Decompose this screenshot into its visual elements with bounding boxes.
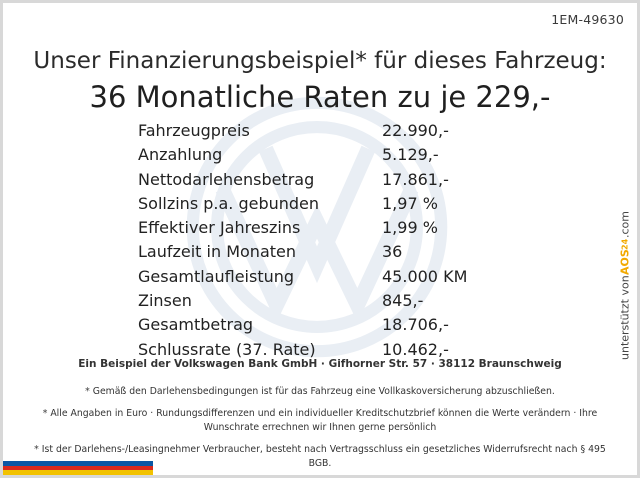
row-label: Nettodarlehensbetrag (138, 169, 315, 189)
row-value: 22.990,- (382, 121, 449, 140)
table-row (138, 291, 518, 315)
row-value: 10.462,- (382, 339, 449, 359)
table-row (138, 170, 518, 194)
row-value: 18.706,- (382, 315, 449, 335)
row-label: Gesamtlaufleistung (138, 266, 295, 286)
headline-secondary: 36 Monatliche Raten zu je 229,- (89, 80, 551, 114)
legal-note: * Ist der Darlehens-/Leasingnehmer Verbraucher, besteht nach Vertragsschluss ein gesetzliches Widerrufsrecht nach § 495 BGB. (34, 444, 606, 469)
headline-primary: Unser Finanzierungsbeispiel* für dieses Fahrzeug: (33, 48, 607, 74)
bank-address-line: Ein Beispiel der Volkswagen Bank GmbH · Gifhorner Str. 57 · 38112 Braunschweig (78, 358, 562, 370)
legal-note: * Gemäß den Darlehensbedingungen ist für das Fahrzeug eine Vollkaskoversicherung abzuschließen. (85, 386, 555, 397)
row-value: 1,97 % (382, 193, 438, 213)
row-label: Fahrzeugpreis (138, 121, 250, 140)
row-label: Laufzeit in Monaten (138, 242, 297, 262)
aos-brand-number: 24 (620, 238, 630, 250)
row-label: Gesamtbetrag (138, 315, 254, 335)
supported-by-vertical-text (616, 170, 634, 360)
aos-brand: AOS (618, 249, 632, 276)
row-value: 45.000 KM (382, 266, 468, 286)
row-label: Sollzins p.a. gebunden (138, 193, 320, 213)
row-label: Schlussrate (37. Rate) (138, 339, 316, 359)
finance-table (138, 121, 518, 364)
table-row (138, 194, 518, 218)
document-code: 1EM-49630 (551, 12, 624, 27)
color-bars (3, 461, 153, 475)
aos-brand-suffix: .com (618, 211, 632, 239)
row-value: 5.129,- (382, 145, 439, 165)
table-row (138, 121, 518, 145)
legal-notes (24, 385, 616, 471)
table-row (138, 242, 518, 266)
row-value: 36 (382, 242, 403, 262)
frame-border-top (0, 0, 640, 3)
row-label: Effektiver Jahreszins (138, 218, 301, 238)
row-value: 1,99 % (382, 218, 438, 238)
table-row (138, 218, 518, 242)
table-row (138, 315, 518, 339)
row-value: 845,- (382, 291, 424, 311)
supported-by-prefix: unterstützt von (618, 275, 632, 360)
table-row (138, 267, 518, 291)
row-label: Zinsen (138, 291, 192, 311)
row-value: 17.861,- (382, 169, 449, 189)
color-bar-yellow (3, 470, 153, 475)
legal-note: * Alle Angaben in Euro · Rundungsdifferenzen und ein individueller Kreditschutzbrief können die Werte verändern · Ihre Wunschrate errechnen wir Ihnen gerne persönlich (42, 408, 598, 433)
row-label: Anzahlung (138, 145, 223, 165)
table-row (138, 145, 518, 169)
